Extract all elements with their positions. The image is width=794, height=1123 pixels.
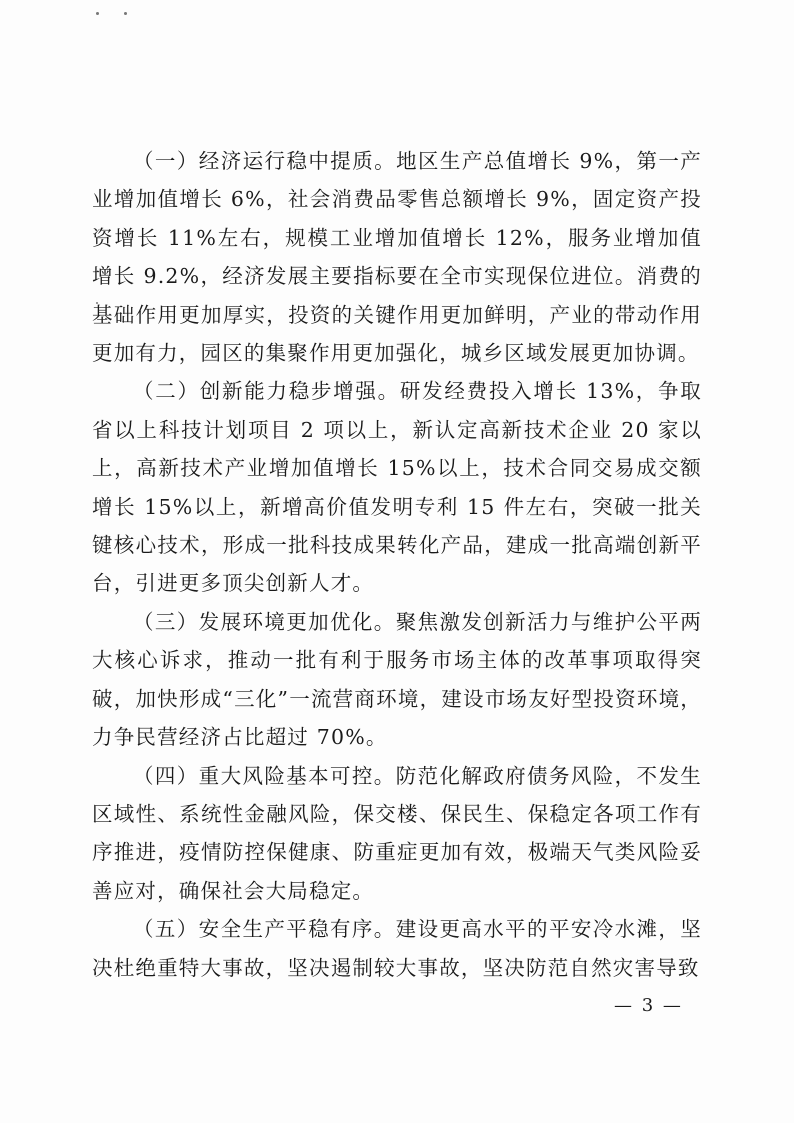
- body-text: [92, 142, 702, 987]
- paragraph-innovation: （二）创新能力稳步增强。研发经费投入增长 13%，争取省以上科技计划项目 2 项以上，新认定高新技术企业 20 家以上，高新技术产业增加值增长 15%以上，技术合同交易成交额增长 15%以上，新增高价值发明专利 15 件左右，突破一批关键核心技术，形成一批科技成果转化产品，建成一批高端创新平台，引进更多顶尖创新人才。: [92, 379, 702, 596]
- paragraph-environment: （三）发展环境更加优化。聚焦激发创新活力与维护公平两大核心诉求，推动一批有利于服务市场主体的改革事项取得突破，加快形成“三化”一流营商环境，建设市场友好型投资环境，力争民营经济占比超过 70%。: [92, 609, 702, 750]
- scan-corner-mark: [96, 12, 136, 20]
- paragraph-economy: （一）经济运行稳中提质。地区生产总值增长 9%，第一产业增加值增长 6%，社会消费品零售总额增长 9%，固定资产投资增长 11%左右，规模工业增加值增长 12%，服务业增加值增长 9.2%，经济发展主要指标要在全市实现保位进位。消费的基础作用更加厚实，投资的关键作用更加鲜明，产业的带动作用更加有力，园区的集聚作用更加强化，城乡区域发展更加协调。: [92, 149, 702, 366]
- paragraph-risk: （四）重大风险基本可控。防范化解政府债务风险，不发生区域性、系统性金融风险，保交楼、保民生、保稳定各项工作有序推进，疫情防控保健康、防重症更加有效，极端天气类风险妥善应对，确保社会大局稳定。: [92, 763, 702, 903]
- page-number: — 3 —: [614, 995, 683, 1016]
- paragraph-safety: （五）安全生产平稳有序。建设更高水平的平安冷水滩，坚决杜绝重特大事故，坚决遏制较大事故，坚决防范自然灾害导致: [92, 917, 702, 980]
